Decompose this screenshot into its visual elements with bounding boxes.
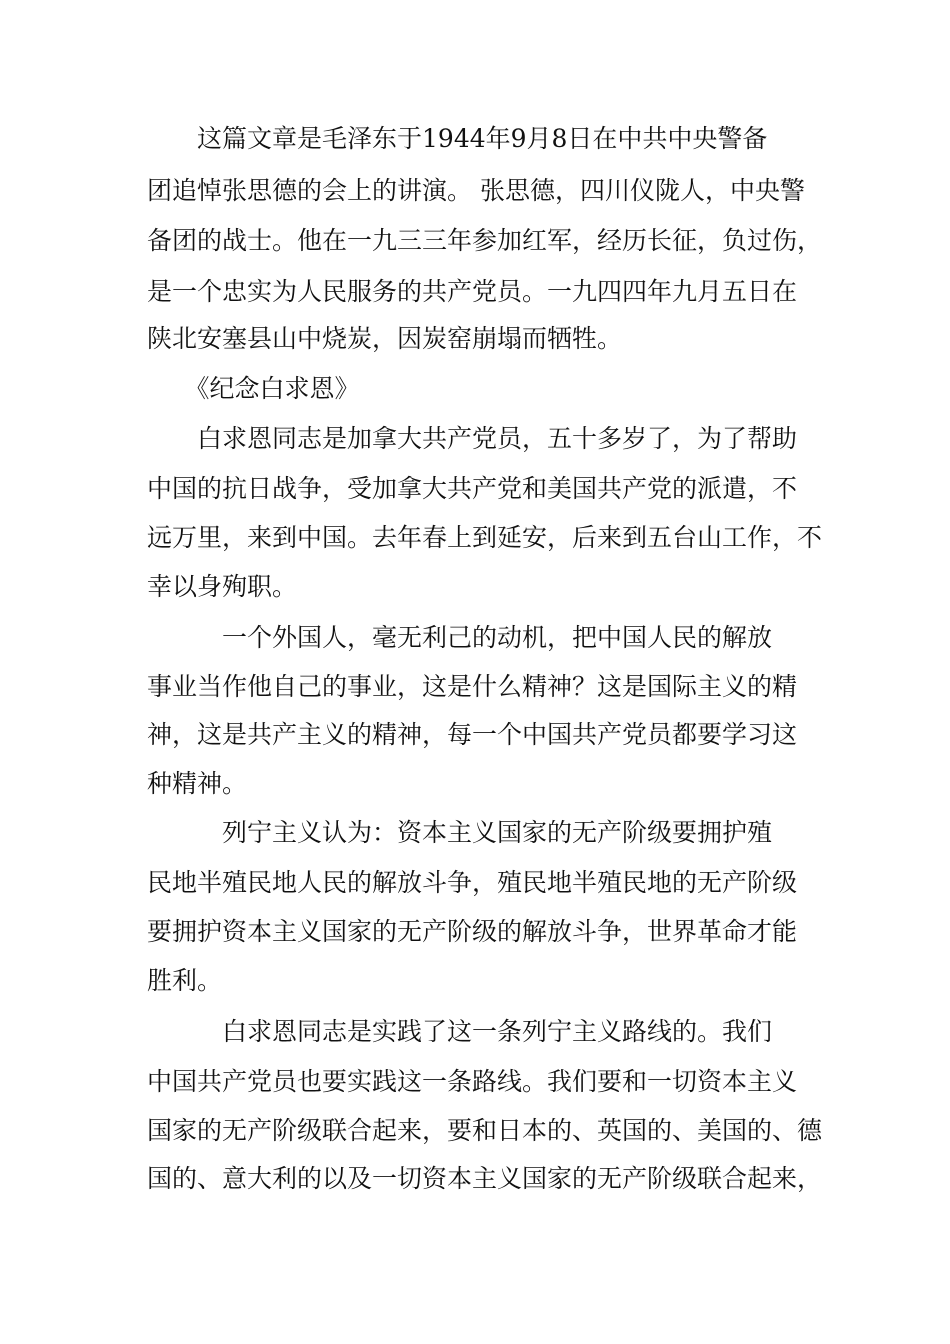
paragraph-5-line-4: 胜利。 — [147, 966, 223, 995]
paragraph-3-line-2: 中国的抗日战争，受加拿大共产党和美国共产党的派遣，不 — [147, 474, 798, 503]
paragraph-4-line-4: 种精神。 — [147, 769, 248, 798]
paragraph-3-line-3: 远万里，来到中国。去年春上到延安，后来到五台山工作，不 — [147, 523, 823, 552]
paragraph-6-line-2: 中国共产党员也要实践这一条路线。我们要和一切资本主义 — [147, 1067, 798, 1096]
paragraph-6-line-3: 国家的无产阶级联合起来，要和日本的、英国的、美国的、德 — [147, 1116, 823, 1145]
paragraph-6-line-4: 国的、意大利的以及一切资本主义国家的无产阶级联合起来， — [147, 1164, 823, 1193]
paragraph-5-line-2: 民地半殖民地人民的解放斗争，殖民地半殖民地的无产阶级 — [147, 868, 798, 897]
paragraph-4-line-3: 神，这是共产主义的精神，每一个中国共产党员都要学习这 — [147, 720, 798, 749]
paragraph-1-line-5: 陕北安塞县山中烧炭，因炭窑崩塌而牺牲。 — [147, 324, 623, 353]
paragraph-4-line-1: 一个外国人，毫无利己的动机，把中国人民的解放 — [147, 623, 773, 652]
paragraph-3-line-1: 白求恩同志是加拿大共产党员，五十多岁了，为了帮助 — [147, 424, 798, 453]
paragraph-5-line-1: 列宁主义认为：资本主义国家的无产阶级要拥护殖 — [147, 818, 773, 847]
paragraph-5-line-3: 要拥护资本主义国家的无产阶级的解放斗争，世界革命才能 — [147, 917, 798, 946]
paragraph-1-line-2: 团追悼张思德的会上的讲演。 张思德，四川仪陇人，中央警 — [147, 176, 805, 205]
article-title-line: 《纪念白求恩》 — [147, 374, 360, 403]
paragraph-3-line-4: 幸以身殉职。 — [147, 572, 298, 601]
paragraph-6-line-1: 白求恩同志是实践了这一条列宁主义路线的。我们 — [147, 1017, 773, 1046]
paragraph-4-line-2: 事业当作他自己的事业，这是什么精神？这是国际主义的精 — [147, 672, 798, 701]
paragraph-1-line-1: 这篇文章是毛泽东于1944年9月8日在中共中央警备 — [147, 124, 768, 153]
paragraph-1-line-3: 备团的战士。他在一九三三年参加红军，经历长征，负过伤， — [147, 226, 823, 255]
paragraph-1-line-4: 是一个忠实为人民服务的共产党员。一九四四年九月五日在 — [147, 277, 798, 306]
